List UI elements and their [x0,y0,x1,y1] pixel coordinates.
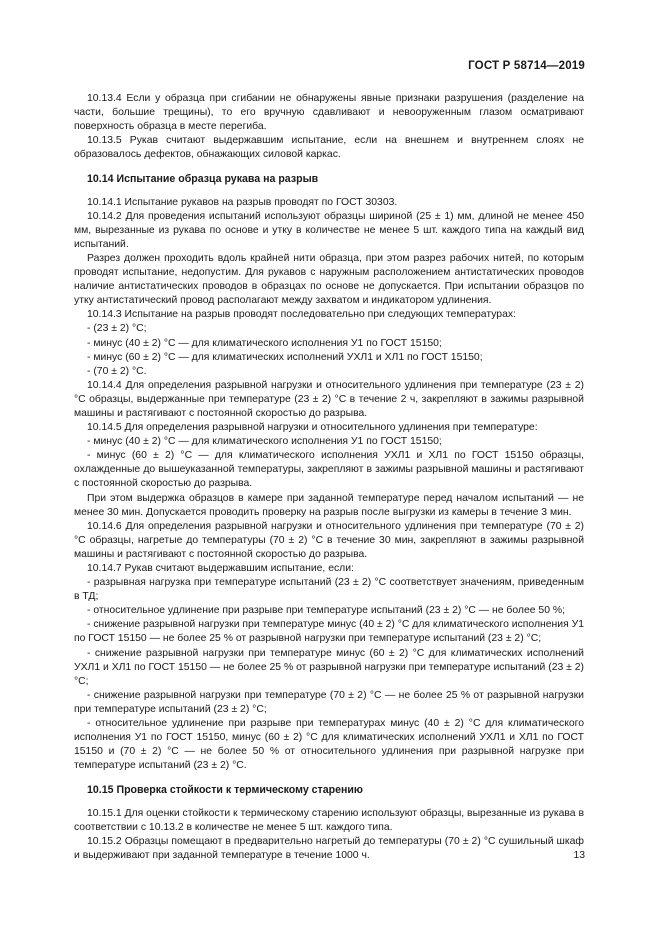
paragraph: 10.13.4 Если у образца при сгибании не обнаружены явные признаки разрушения (разделение на части, большие трещины), то его вручную сдавливают и невооруженным глазом осматривают поверхность образца в месте перегиба. [74,93,584,133]
paragraph: - относительное удлинение при разрыве при температурах минус (40 ± 2) °С для климатического исполнения У1 по ГОСТ 15150, минус (60 ± 2) °С для климатических исполнений УХЛ1 и ХЛ1 по ГОСТ 15150 и (70 ± 2) °С — не более 50 % от относительного удлинения при разрывной нагрузке при температуре испытаний (23 ± 2) °С. [74,718,584,772]
paragraph: 10.15.2 Образцы помещают в предварительно нагретый до температуры (70 ± 2) °С сушильный шкаф и выдерживают при заданной температуре в течение 1000 ч. [74,835,584,861]
page-number: 13 [573,850,585,861]
paragraph: 10.14.3 Испытание на разрыв проводят последовательно при следующих температурах: [87,309,516,321]
paragraph: - относительное удлинение при разрыве при температуре испытаний (23 ± 2) °С — не более 50 %; [87,605,565,617]
paragraph: 10.13.5 Рукав считают выдержавшим испытание, если на внешнем и внутреннем слоях не образовалось дефектов, обнажающих силовой каркас. [74,135,584,161]
paragraph: - минус (40 ± 2) °С — для климатического исполнения У1 по ГОСТ 15150; [87,337,442,349]
document-header: ГОСТ Р 58714—2019 [468,60,585,72]
paragraph: 10.14.1 Испытание рукавов на разрыв проводят по ГОСТ 30303. [87,196,398,208]
paragraph: - минус (40 ± 2) °С — для климатического исполнения У1 по ГОСТ 15150; [87,436,442,448]
paragraph: 10.14.6 Для определения разрывной нагрузки и относительного удлинения при температуре (70 ± 2) °С образцы, нагретые до температуры (70 ± 2) °С в течение 30 мин, закрепляют в зажимы разрывной машины и растягивают с постоянной скоростью до разрыва. [74,520,584,560]
paragraph: 10.14.5 Для определения разрывной нагрузки и относительного удлинения при температуре: [87,422,538,434]
paragraph: 10.14.2 Для проведения испытаний используют образцы шириной (25 ± 1) мм, длиной не менее 450 мм, вырезанные из рукава по основе и утку в количестве не менее 5 шт. каждого типа на каждый вид испытаний. [74,210,584,250]
paragraph: - (23 ± 2) °С; [87,323,147,335]
paragraph: - снижение разрывной нагрузки при температуре минус (60 ± 2) °С для климатических исполнений УХЛ1 и ХЛ1 по ГОСТ 15150 — не более 25 % от разрывной нагрузки при температуре испытаний (23 ± 2) °С; [74,647,584,687]
paragraph: - (70 ± 2) °С. [87,365,147,377]
document-body [74,92,584,863]
paragraph: При этом выдержка образцов в камере при заданной температуре перед началом испытаний — не менее 30 мин. Допускается проводить проверку на разрыв после выгрузки из камеры в течение 3 мин. [74,492,584,518]
section-heading: 10.14 Испытание образца рукава на разрыв [87,173,319,186]
paragraph: - снижение разрывной нагрузки при температуре минус (40 ± 2) °С для климатического исполнения У1 по ГОСТ 15150 — не более 25 % от разрывной нагрузки при температуре испытаний (23 ± 2) °С; [74,619,584,645]
paragraph: 10.14.4 Для определения разрывной нагрузки и относительного удлинения при температуре (23 ± 2) °С образцы, выдержанные при температуре (23 ± 2) °С в течение 2 ч, закрепляют в зажимы разрывной машины и растягивают с постоянной скоростью до разрыва. [74,379,584,419]
paragraph: - снижение разрывной нагрузки при температуре (70 ± 2) °С — не более 25 % от разрывной нагрузки при температуре испытаний (23 ± 2) °С; [74,689,584,715]
paragraph: 10.15.1 Для оценки стойкости к термическому старению используют образцы, вырезанные из рукава в соответствии с 10.13.2 в количестве не менее 5 шт. каждого типа. [74,807,584,833]
paragraph: Разрез должен проходить вдоль крайней нити образца, при этом разрез рабочих нитей, по которым проводят испытание, недопустим. Для рукавов с наружным расположением антистатических проводов наличие антистатических проводов в образцах по основе не допускается. При испытании образцов по утку антистатический провод располагают между захватом и индикатором удлинения. [74,252,584,307]
paragraph: 10.14.7 Рукав считают выдержавшим испытание, если: [87,563,354,574]
paragraph: - минус (60 ± 2) °С — для климатических исполнений УХЛ1 и ХЛ1 по ГОСТ 15150; [87,351,483,363]
section-heading: 10.15 Проверка стойкости к термическому старению [87,784,363,797]
paragraph: - разрывная нагрузка при температуре испытаний (23 ± 2) °С соответствует значениям, приведенным в ТД; [74,577,584,603]
paragraph: - минус (60 ± 2) °С — для климатического исполнения УХЛ1 и ХЛ1 по ГОСТ 15150 образцы, охлажденные до вышеуказанной температуры, закрепляют в зажимы разрывной машины и растягивают с постоянной скоростью до разрыва. [74,450,584,490]
